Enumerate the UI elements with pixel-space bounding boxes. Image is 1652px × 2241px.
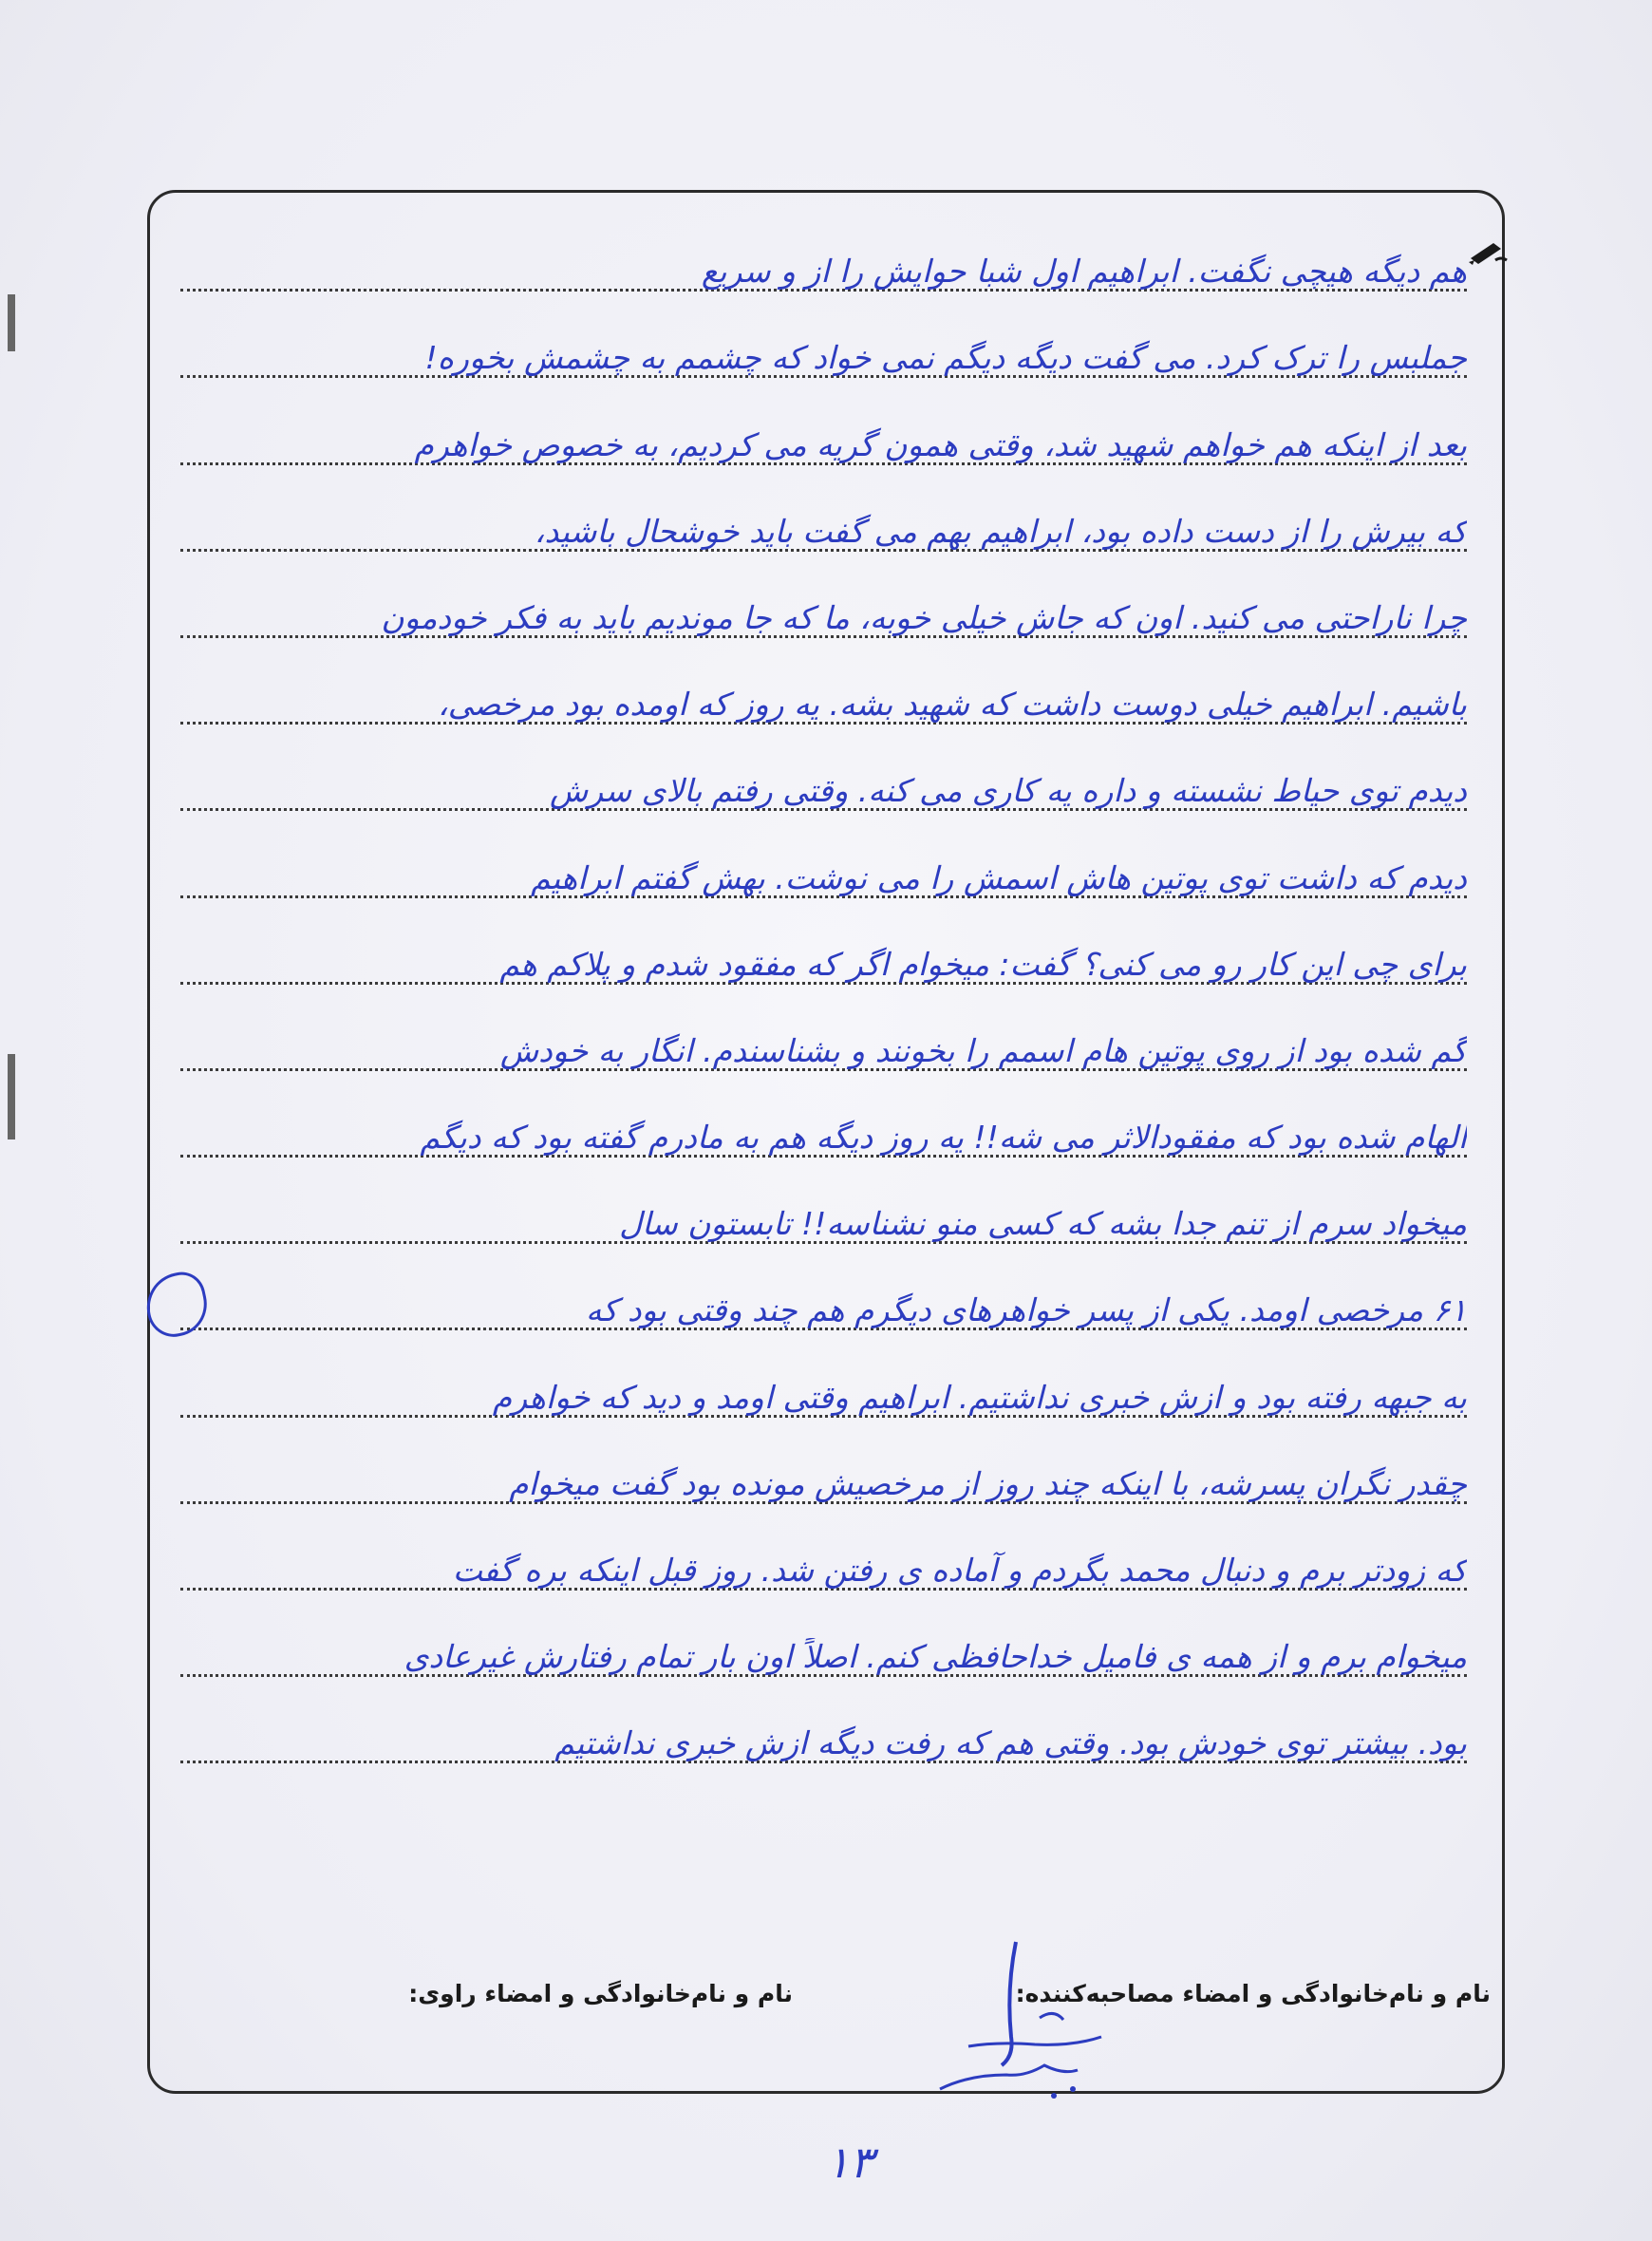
- line-text: میخوام برم و از همه ی فامیل خداحافظی کنم. اصلاً اون بار تمام رفتارش غیرعادی: [404, 1638, 1467, 1676]
- handwritten-signature: [911, 1932, 1196, 2103]
- text-line: [180, 218, 1467, 305]
- interviewer-label: نام و نام‌خانوادگی و امضاء مصاحبه‌کننده:: [1015, 1980, 1491, 2007]
- line-text: دیدم که داشت توی پوتین هاش اسمش را می نوشت. بهش گفتم ابراهیم: [530, 858, 1467, 896]
- page-number: ۱۳: [826, 2137, 873, 2188]
- text-line: [180, 1084, 1467, 1171]
- text-line: [180, 651, 1467, 738]
- line-text: بعد از اینکه هم خواهم شهید شد، وقتی همون گریه می کردیم، به خصوص خواهرم: [414, 425, 1467, 463]
- text-line: [180, 1690, 1467, 1777]
- text-line: [180, 565, 1467, 651]
- text-line: [180, 1344, 1467, 1430]
- line-text: گم شده بود از روی پوتین هام اسمم را بخونند و بشناسندم. انگار به خودش: [499, 1031, 1467, 1069]
- text-line: [180, 912, 1467, 998]
- text-line: [180, 1431, 1467, 1517]
- narrator-label: نام و نام‌خانوادگی و امضاء راوی:: [408, 1980, 793, 2007]
- line-text: دیدم توی حیاط نشسته و داره یه کاری می کنه. وقتی رفتم بالای سرش: [549, 772, 1467, 810]
- text-line: [180, 391, 1467, 478]
- line-text: هم دیگه هیچی نگفت. ابراهیم اول شبا حوایش را از و سریع: [701, 253, 1467, 291]
- line-text: چرا ناراحتی می کنید. اون که جاش خیلی خوبه، ما که جا موندیم باید به فکر خودمون: [381, 598, 1467, 636]
- line-text: چقدر نگران پسرشه، با اینکه چند روز از مرخصیش مونده بود گفت میخوام: [509, 1464, 1467, 1502]
- line-text: الهام شده بود که مفقودالاثر می شه!! یه روز دیگه هم به مادرم گفته بود که دیگم: [420, 1119, 1467, 1157]
- text-line: [180, 998, 1467, 1084]
- line-text: برای چی این کار رو می کنی؟ گفت: میخوام اگر که مفقود شدم و پلاکم هم: [499, 945, 1467, 983]
- signature-labels: [180, 1980, 1491, 2037]
- line-text: که زودتر برم و دنبال محمد بگردم و آماده ی رفتن شد. روز قبل اینکه بره گفت: [452, 1552, 1467, 1589]
- line-text: که بیرش را از دست داده بود، ابراهیم بهم می گفت باید خوشحال باشید،: [534, 512, 1467, 550]
- binding-mark: [8, 294, 15, 351]
- line-text: میخواد سرم از تنم جدا بشه که کسی منو نشناسه!! تابستون سال: [619, 1205, 1467, 1243]
- text-line: [180, 1604, 1467, 1690]
- line-text: باشیم. ابراهیم خیلی دوست داشت که شهید بشه. یه روز که اومده بود مرخصی،: [438, 686, 1467, 724]
- handwritten-text-area: [180, 218, 1467, 1777]
- text-line: [180, 1257, 1467, 1344]
- binding-mark: [8, 1054, 15, 1139]
- line-text: بود. بیشتر توی خودش بود. وقتی هم که رفت دیگه ازش خبری نداشتیم: [554, 1724, 1467, 1762]
- text-line: [180, 1517, 1467, 1604]
- line-text: ۶۱ مرخصی اومد. یکی از پسر خواهرهای دیگرم هم چند وقتی بود که: [586, 1291, 1467, 1329]
- text-line: [180, 824, 1467, 911]
- line-text: به جبهه رفته بود و ازش خبری نداشتیم. ابراهیم وقتی اومد و دید که خواهرم: [492, 1378, 1467, 1416]
- text-line: [180, 1171, 1467, 1257]
- pen-writing-icon: [1467, 237, 1509, 266]
- line-text: جملبس را ترک کرد. می گفت دیگه دیگم نمی خواد که چشمم به چشمش بخوره!: [424, 339, 1467, 377]
- text-line: [180, 305, 1467, 391]
- text-line: [180, 738, 1467, 824]
- text-line: [180, 479, 1467, 565]
